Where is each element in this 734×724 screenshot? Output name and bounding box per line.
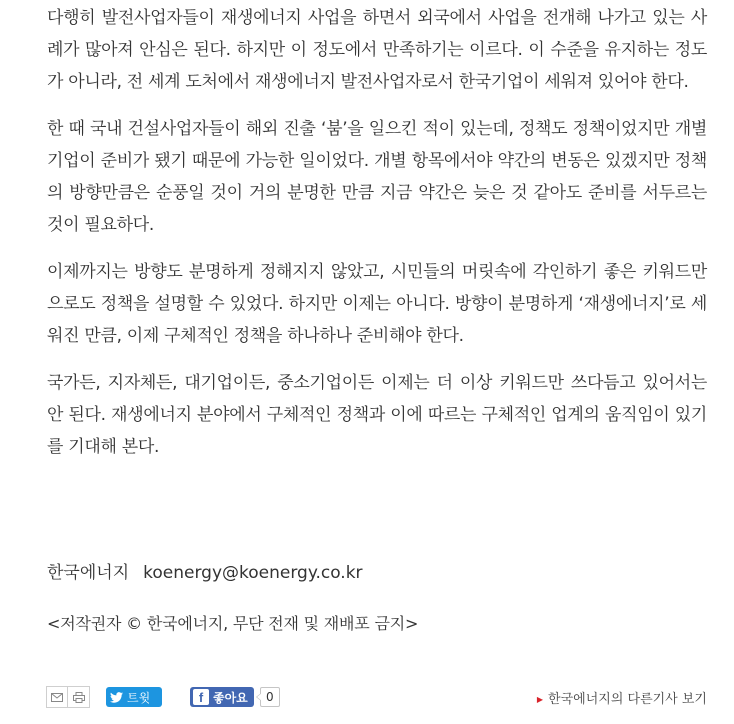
byline	[47, 558, 363, 583]
twitter-label: 트윗	[127, 690, 151, 705]
copyright-notice: <저작권자 © 한국에너지, 무단 전재 및 재배포 금지>	[47, 614, 419, 633]
email-share-button[interactable]	[46, 686, 68, 708]
article-paragraph: 이제까지는 방향도 분명하게 정해지지 않았고, 시민들의 머릿속에 각인하기 좋은 키워드만으로도 정책을 설명할 수 있었다. 하지만 이제는 아니다. 방향이 분명하게 ‘재생에너지’로 세워진 만큼, 이제 구체적인 정책을 하나하나 준비해야 한다.	[47, 262, 707, 346]
facebook-icon: f	[193, 689, 209, 705]
twitter-bird-icon	[110, 692, 123, 703]
more-articles-label: 한국에너지의 다른기사 보기	[548, 692, 707, 707]
article-body	[47, 0, 707, 478]
print-button[interactable]	[68, 686, 90, 708]
twitter-tweet-button[interactable]	[106, 687, 162, 707]
more-articles-link[interactable]	[537, 688, 707, 707]
share-bar	[46, 684, 280, 710]
facebook-like-widget	[190, 687, 280, 707]
article-paragraph: 다행히 발전사업자들이 재생에너지 사업을 하면서 외국에서 사업을 전개해 나가고 있는 사례가 많아져 안심은 된다. 하지만 이 정도에서 만족하기는 이르다. 이 수준을 유지하는 정도가 아니라, 전 세계 도처에서 재생에너지 발전사업자로서 한국기업이 세워져 있어야 한다.	[47, 8, 707, 92]
printer-icon	[73, 692, 85, 703]
facebook-label: 좋아요	[213, 690, 248, 705]
facebook-like-count: 0	[260, 687, 280, 707]
triangle-right-icon: ▶	[536, 695, 544, 704]
article-paragraph: 국가든, 지자체든, 대기업이든, 중소기업이든 이제는 더 이상 키워드만 쓰다듬고 있어서는 안 된다. 재생에너지 분야에서 구체적인 정책과 이에 따르는 구체적인 업계의 움직임이 있기를 기대해 본다.	[47, 373, 707, 457]
article-paragraph: 한 때 국내 건설사업자들이 해외 진출 ‘붐’을 일으킨 적이 있는데, 정책도 정책이었지만 개별기업이 준비가 됐기 때문에 가능한 일이었다. 개별 항목에서야 약간의 변동은 있겠지만 정책의 방향만큼은 순풍일 것이 거의 분명한 만큼 지금 약간은 늦은 것 같아도 준비를 서두르는 것이 필요하다.	[47, 119, 707, 235]
byline-email[interactable]: koenergy@koenergy.co.kr	[143, 563, 363, 583]
byline-publisher: 한국에너지	[47, 563, 130, 583]
facebook-like-button[interactable]	[190, 687, 254, 707]
envelope-icon	[51, 693, 63, 702]
